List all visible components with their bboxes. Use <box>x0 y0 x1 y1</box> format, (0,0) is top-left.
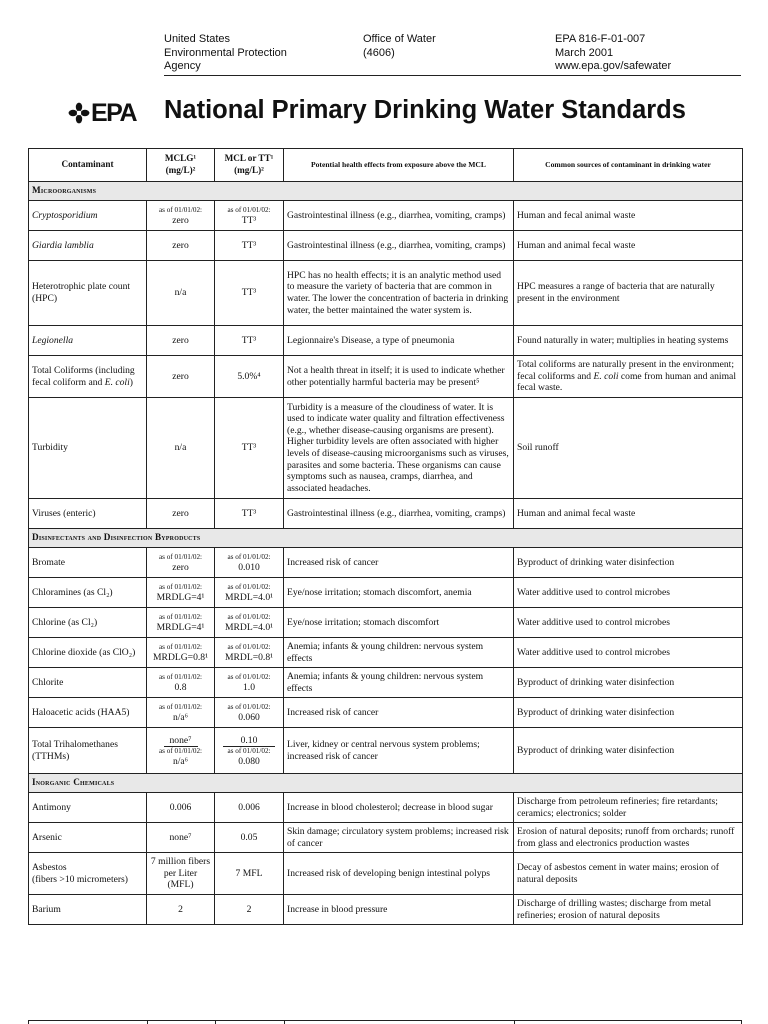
epa-logo <box>68 98 136 128</box>
contaminant-name: Haloacetic acids (HAA5) <box>29 698 147 728</box>
effects-cell: Eye/nose irritation; stomach discomfort, anemia <box>284 578 514 608</box>
mcl-cell <box>215 728 284 774</box>
date-note: as of 01/01/02: <box>227 612 271 621</box>
document-info <box>555 33 745 74</box>
section-label: Inorganic Chemicals <box>29 774 743 793</box>
mcl-value: MRDL=0.8¹ <box>225 651 273 663</box>
date-note: as of 01/01/02: <box>158 582 203 591</box>
date-note: as of 01/01/02: <box>158 672 203 681</box>
table-row <box>29 853 743 895</box>
effects-cell: Increased risk of developing benign intestinal polyps <box>284 853 514 895</box>
contaminant-name-text: Giardia lamblia <box>32 239 94 251</box>
mclg-cell <box>147 668 215 698</box>
contaminant-name-text: Total Coliforms (including fecal coliform and <box>32 364 135 388</box>
mclg-value: zero <box>147 231 215 261</box>
sources-cell: Byproduct of drinking water disinfection <box>514 698 743 728</box>
mcl-value: 0.080 <box>238 755 260 767</box>
sources-cell: Byproduct of drinking water disinfection <box>514 668 743 698</box>
effects-cell: Increased risk of cancer <box>284 548 514 578</box>
effects-cell: HPC has no health effects; it is an analytic method used to measure the variety of bacteria that are common in water. The lower the concentration of bacteria in drinking water, the better maintained the water system is. <box>284 261 514 326</box>
contaminant-name <box>29 853 147 895</box>
mclg-value: zero <box>172 561 189 573</box>
contaminant-name: Chlorite <box>29 668 147 698</box>
office-line: (4606) <box>363 46 395 59</box>
sources-cell: Human and animal fecal waste <box>514 499 743 529</box>
column-header-effects: Potential health effects from exposure above the MCL <box>284 149 514 182</box>
mclg-value: zero <box>147 499 215 529</box>
effects-cell: Skin damage; circulatory system problems; increased risk of cancer <box>284 823 514 853</box>
sources-cell: Human and fecal animal waste <box>514 201 743 231</box>
mclg-value: 2 <box>147 895 215 925</box>
mcl-value: 7 MFL <box>215 853 284 895</box>
table-row <box>29 548 743 578</box>
contaminant-name: Bromate <box>29 548 147 578</box>
date-note: as of 01/01/02: <box>227 642 271 651</box>
table-row <box>29 326 743 356</box>
mclg-cell <box>147 638 215 668</box>
sources-cell: Water additive used to control microbes <box>514 608 743 638</box>
column-header-mclg: MCLG¹ (mg/L)² <box>147 149 215 182</box>
mcl-value: MRDL=4.0¹ <box>225 621 273 633</box>
contaminant-name-text: Legionella <box>32 334 74 346</box>
contaminant-name: Heterotrophic plate count (HPC) <box>29 261 147 326</box>
mcl-value: 0.05 <box>215 823 284 853</box>
effects-cell: Legionnaire's Disease, a type of pneumonia <box>284 326 514 356</box>
date-note: as of 01/01/02: <box>227 552 271 561</box>
mclg-value: zero <box>172 214 189 226</box>
next-page-column-line <box>147 1020 148 1024</box>
mclg-cell <box>147 201 215 231</box>
mclg-value: n/a <box>147 398 215 499</box>
contaminant-name: Turbidity <box>29 398 147 499</box>
mcl-value: TT³ <box>215 398 284 499</box>
sources-cell: Water additive used to control microbes <box>514 638 743 668</box>
sources-cell <box>514 356 743 398</box>
table-row <box>29 231 743 261</box>
mclg-cell <box>147 608 215 638</box>
mclg-value: 0.006 <box>147 793 215 823</box>
mcl-value: 5.0%⁴ <box>215 356 284 398</box>
date-note: as of 01/01/02: <box>227 672 271 681</box>
section-header-disinfectants <box>29 529 743 548</box>
sources-cell: Byproduct of drinking water disinfection <box>514 728 743 774</box>
table-row <box>29 608 743 638</box>
sources-text: come from human and animal fecal waste. <box>517 370 736 394</box>
table-row <box>29 728 743 774</box>
next-page-column-line <box>514 1020 515 1024</box>
mclg-value: MRDLG=4¹ <box>156 591 205 603</box>
mcl-value: 0.010 <box>238 561 260 573</box>
date-note: as of 01/01/02: <box>158 205 203 214</box>
page-title: National Primary Drinking Water Standards <box>164 96 686 124</box>
mcl-cell <box>215 548 284 578</box>
mcl-cell <box>215 638 284 668</box>
next-page-column-line <box>741 1020 742 1024</box>
column-header-sources: Common sources of contaminant in drinking water <box>514 149 743 182</box>
effects-cell: Gastrointestinal illness (e.g., diarrhea, vomiting, cramps) <box>284 231 514 261</box>
next-page-column-line <box>215 1020 216 1024</box>
contaminant-name: Chlorine (as Cl₂) <box>29 608 147 638</box>
mcl-cell <box>215 608 284 638</box>
sources-italic: E. coli <box>593 370 619 382</box>
mcl-value: TT³ <box>215 499 284 529</box>
mclg-value: 7 million fibers per Liter (MFL) <box>147 853 215 895</box>
sources-cell: Human and animal fecal waste <box>514 231 743 261</box>
contaminant-name: Antimony <box>29 793 147 823</box>
agency-line: United States <box>164 33 231 45</box>
date-note: as of 01/01/02: <box>227 582 271 591</box>
mcl-value: TT³ <box>215 261 284 326</box>
section-label: Microorganisms <box>29 182 743 201</box>
mcl-value: 2 <box>215 895 284 925</box>
date-note: as of 01/01/02: <box>158 746 203 755</box>
standards-table <box>28 148 743 925</box>
table-row <box>29 261 743 326</box>
mclg-value: none⁷ <box>147 823 215 853</box>
contaminant-name <box>29 326 147 356</box>
mcl-cell <box>215 578 284 608</box>
contaminant-name <box>29 356 147 398</box>
mclg-cell <box>147 698 215 728</box>
table-row <box>29 823 743 853</box>
mclg-cell <box>147 728 215 774</box>
date-note: as of 01/01/02: <box>158 702 203 711</box>
contaminant-name-text: (fibers >10 micrometers) <box>32 873 128 885</box>
effects-cell: Turbidity is a measure of the cloudiness of water. It is used to indicate water quality and filtration effectiveness (e.g., whether disease-causing organisms are present). Higher turbidity levels are often associated with higher levels of disease-causing microorganisms such as viruses, parasites and some bacteria. These organisms can cause symptoms such as nausea, cramps, diarrhea, and associated headaches. <box>284 398 514 499</box>
table-row <box>29 895 743 925</box>
table-row <box>29 668 743 698</box>
table-header-row <box>29 149 743 182</box>
contaminant-name-text: Asbestos <box>32 861 67 873</box>
sources-cell: Discharge from petroleum refineries; fire retardants; ceramics; electronics; solder <box>514 793 743 823</box>
table-row <box>29 578 743 608</box>
effects-cell: Gastrointestinal illness (e.g., diarrhea, vomiting, cramps) <box>284 201 514 231</box>
mcl-value: 0.060 <box>238 711 260 723</box>
epa-flower-icon <box>68 102 90 124</box>
mclg-old-value: none⁷ <box>164 735 198 747</box>
next-page-table-edge <box>28 1020 742 1021</box>
contaminant-name: Arsenic <box>29 823 147 853</box>
mcl-value: MRDL=4.0¹ <box>225 591 273 603</box>
section-label: Disinfectants and Disinfection Byproducts <box>29 529 743 548</box>
mclg-value: 0.8 <box>174 681 187 693</box>
table-row <box>29 499 743 529</box>
mcl-cell <box>215 668 284 698</box>
mcl-value: 1.0 <box>243 681 255 693</box>
agency-line: Environmental Protection <box>164 46 287 59</box>
mclg-value: zero <box>147 356 215 398</box>
effects-cell: Anemia; infants & young children: nervous system effects <box>284 638 514 668</box>
mclg-cell <box>147 578 215 608</box>
agency-name <box>164 33 354 74</box>
office-name <box>363 33 543 60</box>
sources-cell: Discharge of drilling wastes; discharge from metal refineries; erosion of natural deposits <box>514 895 743 925</box>
table-row <box>29 638 743 668</box>
table-row <box>29 398 743 499</box>
mclg-value: n/a⁶ <box>172 711 189 723</box>
effects-cell: Gastrointestinal illness (e.g., diarrhea, vomiting, cramps) <box>284 499 514 529</box>
document-number: EPA 816-F-01-007 <box>555 33 646 45</box>
mclg-old-wrap <box>150 735 211 747</box>
sources-cell: Erosion of natural deposits; runoff from orchards; runoff from glass and electronics production wastes <box>514 823 743 853</box>
sources-cell: Soil runoff <box>514 398 743 499</box>
contaminant-name: Barium <box>29 895 147 925</box>
section-header-inorganic <box>29 774 743 793</box>
sources-cell: Water additive used to control microbes <box>514 578 743 608</box>
mcl-value: 0.006 <box>215 793 284 823</box>
mclg-value: zero <box>147 326 215 356</box>
sources-text: Total coliforms are naturally present in the environment; fecal coliforms and <box>517 359 734 382</box>
contaminant-name: Total Trihalomethanes (TTHMs) <box>29 728 147 774</box>
header-divider <box>164 75 741 76</box>
table-row <box>29 356 743 398</box>
column-header-mcl: MCL or TT¹ (mg/L)² <box>215 149 284 182</box>
mcl-cell <box>215 201 284 231</box>
sources-cell: Byproduct of drinking water disinfection <box>514 548 743 578</box>
document-date: March 2001 <box>555 46 614 59</box>
date-note: as of 01/01/02: <box>158 612 203 621</box>
date-note: as of 01/01/02: <box>158 552 203 561</box>
contaminant-name: Chlorine dioxide (as ClO₂) <box>29 638 147 668</box>
website-link[interactable]: www.epa.gov/safewater <box>555 60 672 72</box>
mcl-cell <box>215 698 284 728</box>
mcl-value: TT³ <box>241 214 257 226</box>
sources-cell: Found naturally in water; multiplies in heating systems <box>514 326 743 356</box>
mclg-value: MRDLG=4¹ <box>156 621 205 633</box>
date-note: as of 01/01/02: <box>227 746 271 755</box>
next-page-column-line <box>284 1020 285 1024</box>
contaminant-name: Viruses (enteric) <box>29 499 147 529</box>
mclg-value: MRDLG=0.8¹ <box>153 651 208 663</box>
contaminant-name <box>29 231 147 261</box>
mcl-value: TT³ <box>215 326 284 356</box>
contaminant-name <box>29 201 147 231</box>
mclg-value: n/a⁶ <box>172 755 189 767</box>
logo-text: EPA <box>91 98 137 127</box>
table-row <box>29 793 743 823</box>
mclg-value: n/a <box>147 261 215 326</box>
table-row <box>29 698 743 728</box>
effects-cell: Liver, kidney or central nervous system problems; increased risk of cancer <box>284 728 514 774</box>
sources-cell: HPC measures a range of bacteria that are naturally present in the environment <box>514 261 743 326</box>
office-line: Office of Water <box>363 33 436 45</box>
table-row <box>29 201 743 231</box>
date-note: as of 01/01/02: <box>227 205 271 214</box>
effects-cell: Increased risk of cancer <box>284 698 514 728</box>
mcl-value: TT³ <box>215 231 284 261</box>
contaminant-name: Chloramines (as Cl₂) <box>29 578 147 608</box>
next-page-column-line <box>28 1020 29 1024</box>
effects-cell: Not a health threat in itself; it is used to indicate whether other potentially harmful bacteria may be present⁵ <box>284 356 514 398</box>
column-header-contaminant: Contaminant <box>29 149 147 182</box>
mcl-old-value: 0.10 <box>223 735 275 747</box>
mclg-cell <box>147 548 215 578</box>
effects-cell: Increase in blood pressure <box>284 895 514 925</box>
effects-cell: Eye/nose irritation; stomach discomfort <box>284 608 514 638</box>
effects-cell: Anemia; infants & young children: nervous system effects <box>284 668 514 698</box>
sources-cell: Decay of asbestos cement in water mains; erosion of natural deposits <box>514 853 743 895</box>
contaminant-name-text: Cryptosporidium <box>32 209 98 221</box>
effects-cell: Increase in blood cholesterol; decrease in blood sugar <box>284 793 514 823</box>
contaminant-name-text: ) <box>129 376 133 388</box>
contaminant-name-italic: E. coli <box>104 376 130 388</box>
agency-line: Agency <box>164 60 201 72</box>
date-note: as of 01/01/02: <box>158 642 203 651</box>
date-note: as of 01/01/02: <box>227 702 271 711</box>
section-header-microorganisms <box>29 182 743 201</box>
